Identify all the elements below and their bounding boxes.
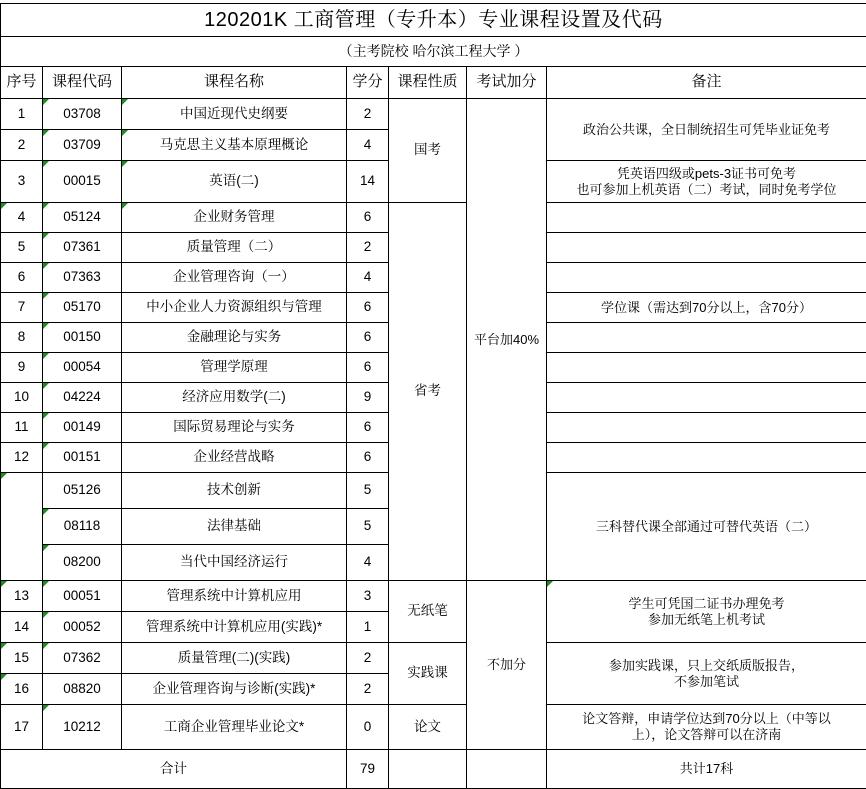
table-row xyxy=(1,643,866,674)
cell-code[interactable]: 00015 xyxy=(43,161,122,203)
cell-credit[interactable]: 4 xyxy=(347,545,389,581)
cell-name[interactable]: 管理系统中计算机应用(实践)* xyxy=(122,612,347,643)
total-nature-empty[interactable] xyxy=(389,750,467,789)
cell-nature-guokao[interactable]: 国考 xyxy=(389,99,467,203)
cell-credit[interactable]: 6 xyxy=(347,293,389,323)
cell-remark[interactable] xyxy=(547,353,866,383)
cell-credit[interactable]: 4 xyxy=(347,130,389,161)
cell-code[interactable]: 00051 xyxy=(43,581,122,612)
total-remark[interactable]: 共计17科 xyxy=(547,750,866,789)
cell-remark-degree[interactable]: 学位课（需达到70分以上，含70分） xyxy=(547,293,866,323)
total-row xyxy=(1,750,866,789)
cell-name[interactable]: 国际贸易理论与实务 xyxy=(122,413,347,443)
column-header-code: 课程代码 xyxy=(43,67,122,99)
cell-seq-empty[interactable] xyxy=(1,473,43,581)
remark-line-1: 凭英语四级或pets-3证书可免考 xyxy=(549,166,864,182)
remark-line-2: 不参加笔试 xyxy=(549,674,864,690)
page-subtitle: （主考院校 哈尔滨工程大学 ） xyxy=(1,37,866,67)
cell-nature-practice[interactable]: 实践课 xyxy=(389,643,467,705)
cell-code[interactable]: 07362 xyxy=(43,643,122,674)
cell-name[interactable]: 质量管理(二)(实践) xyxy=(122,643,347,674)
cell-seq[interactable]: 6 xyxy=(1,263,43,293)
cell-code[interactable]: 00052 xyxy=(43,612,122,643)
cell-code[interactable]: 07363 xyxy=(43,263,122,293)
cell-remark-substitute[interactable]: 三科替代课全部通过可替代英语（二） xyxy=(547,473,866,581)
column-header-seq: 序号 xyxy=(1,67,43,99)
cell-seq[interactable]: 12 xyxy=(1,443,43,473)
cell-seq[interactable]: 3 xyxy=(1,161,43,203)
cell-credit[interactable]: 6 xyxy=(347,203,389,233)
total-bonus-empty[interactable] xyxy=(467,750,547,789)
cell-remark[interactable] xyxy=(547,383,866,413)
cell-credit[interactable]: 4 xyxy=(347,263,389,293)
cell-seq[interactable]: 14 xyxy=(1,612,43,643)
cell-name[interactable]: 英语(二) xyxy=(122,161,347,203)
cell-credit[interactable]: 0 xyxy=(347,705,389,750)
cell-seq[interactable]: 8 xyxy=(1,323,43,353)
cell-name[interactable]: 企业财务管理 xyxy=(122,203,347,233)
column-header-name: 课程名称 xyxy=(122,67,347,99)
cell-code[interactable]: 05126 xyxy=(43,473,122,509)
cell-nature-paperless[interactable]: 无纸笔 xyxy=(389,581,467,643)
cell-remark[interactable] xyxy=(547,443,866,473)
cell-seq[interactable]: 13 xyxy=(1,581,43,612)
cell-credit[interactable]: 2 xyxy=(347,674,389,705)
cell-seq[interactable]: 7 xyxy=(1,293,43,323)
column-header-bonus: 考试加分 xyxy=(467,67,547,99)
cell-name[interactable]: 中国近现代史纲要 xyxy=(122,99,347,130)
cell-code[interactable]: 08118 xyxy=(43,509,122,545)
table-row xyxy=(1,705,866,750)
cell-name[interactable]: 中小企业人力资源组织与管理 xyxy=(122,293,347,323)
cell-nature-thesis[interactable]: 论文 xyxy=(389,705,467,750)
remark-line-2: 参加无纸笔上机考试 xyxy=(549,612,864,628)
cell-credit[interactable]: 5 xyxy=(347,473,389,509)
cell-name[interactable]: 金融理论与实务 xyxy=(122,323,347,353)
cell-remark-computer[interactable] xyxy=(547,581,866,643)
cell-name[interactable]: 法律基础 xyxy=(122,509,347,545)
remark-line-1: 参加实践课，只上交纸质版报告， xyxy=(549,658,864,674)
remark-line-2: 上），论文答辩可以在济南 xyxy=(549,727,864,743)
cell-name[interactable]: 企业经营战略 xyxy=(122,443,347,473)
cell-credit[interactable]: 2 xyxy=(347,99,389,130)
table-header-row xyxy=(1,67,866,99)
cell-credit[interactable]: 2 xyxy=(347,643,389,674)
cell-seq[interactable]: 9 xyxy=(1,353,43,383)
cell-code[interactable]: 04224 xyxy=(43,383,122,413)
cell-code[interactable]: 00150 xyxy=(43,323,122,353)
cell-credit[interactable]: 9 xyxy=(347,383,389,413)
cell-code[interactable]: 08200 xyxy=(43,545,122,581)
table-row xyxy=(1,581,866,612)
cell-remark-practice[interactable] xyxy=(547,643,866,705)
cell-remark-thesis[interactable] xyxy=(547,705,866,750)
cell-credit[interactable]: 6 xyxy=(347,443,389,473)
cell-code[interactable]: 00151 xyxy=(43,443,122,473)
cell-code[interactable]: 00149 xyxy=(43,413,122,443)
table-row xyxy=(1,203,866,233)
column-header-nature: 课程性质 xyxy=(389,67,467,99)
cell-credit[interactable]: 1 xyxy=(347,612,389,643)
cell-code[interactable]: 10212 xyxy=(43,705,122,750)
cell-seq[interactable]: 16 xyxy=(1,674,43,705)
cell-remark[interactable] xyxy=(547,323,866,353)
cell-seq[interactable]: 5 xyxy=(1,233,43,263)
cell-remark[interactable] xyxy=(547,263,866,293)
cell-name[interactable]: 当代中国经济运行 xyxy=(122,545,347,581)
cell-code[interactable]: 00054 xyxy=(43,353,122,383)
cell-bonus-platform[interactable]: 平台加40% xyxy=(467,99,547,581)
table-row xyxy=(1,99,866,130)
page-title: 120201K 工商管理（专升本）专业课程设置及代码 xyxy=(1,4,866,37)
cell-name[interactable]: 管理系统中计算机应用 xyxy=(122,581,347,612)
cell-credit[interactable]: 6 xyxy=(347,413,389,443)
remark-line-2: 也可参加上机英语（二）考试，同时免考学位 xyxy=(549,182,864,198)
cell-credit[interactable]: 6 xyxy=(347,323,389,353)
cell-seq[interactable]: 2 xyxy=(1,130,43,161)
cell-name[interactable]: 马克思主义基本原理概论 xyxy=(122,130,347,161)
cell-remark-english[interactable] xyxy=(547,161,866,203)
cell-seq[interactable]: 1 xyxy=(1,99,43,130)
cell-remark[interactable] xyxy=(547,203,866,233)
cell-code[interactable]: 08820 xyxy=(43,674,122,705)
cell-code[interactable]: 03708 xyxy=(43,99,122,130)
cell-bonus-none[interactable]: 不加分 xyxy=(467,581,547,750)
cell-code[interactable]: 07361 xyxy=(43,233,122,263)
remark-line-1: 论文答辩，申请学位达到70分以上（中等以 xyxy=(549,711,864,727)
cell-name[interactable]: 管理学原理 xyxy=(122,353,347,383)
cell-name[interactable]: 企业管理咨询（一） xyxy=(122,263,347,293)
cell-credit[interactable]: 5 xyxy=(347,509,389,545)
cell-code[interactable]: 03709 xyxy=(43,130,122,161)
title-row xyxy=(1,4,866,37)
cell-seq[interactable]: 15 xyxy=(1,643,43,674)
column-header-remark: 备注 xyxy=(547,67,866,99)
cell-remark-politics[interactable]: 政治公共课，全日制统招生可凭毕业证免考 xyxy=(547,99,866,161)
cell-seq[interactable]: 4 xyxy=(1,203,43,233)
cell-code[interactable]: 05170 xyxy=(43,293,122,323)
cell-credit[interactable]: 2 xyxy=(347,233,389,263)
cell-seq[interactable]: 11 xyxy=(1,413,43,443)
cell-name[interactable]: 技术创新 xyxy=(122,473,347,509)
cell-credit[interactable]: 14 xyxy=(347,161,389,203)
subtitle-row xyxy=(1,37,866,67)
total-label[interactable]: 合计 xyxy=(1,750,347,789)
cell-name[interactable]: 工商企业管理毕业论文* xyxy=(122,705,347,750)
cell-credit[interactable]: 6 xyxy=(347,353,389,383)
cell-name[interactable]: 质量管理（二） xyxy=(122,233,347,263)
remark-line-1: 学生可凭国二证书办理免考 xyxy=(549,596,864,612)
cell-remark[interactable] xyxy=(547,413,866,443)
cell-seq[interactable]: 17 xyxy=(1,705,43,750)
cell-seq[interactable]: 10 xyxy=(1,383,43,413)
course-table xyxy=(0,3,866,789)
cell-credit[interactable]: 3 xyxy=(347,581,389,612)
cell-remark[interactable] xyxy=(547,233,866,263)
cell-name[interactable]: 企业管理咨询与诊断(实践)* xyxy=(122,674,347,705)
cell-nature-shengkao[interactable]: 省考 xyxy=(389,203,467,581)
cell-code[interactable]: 05124 xyxy=(43,203,122,233)
column-header-credit: 学分 xyxy=(347,67,389,99)
total-credits[interactable]: 79 xyxy=(347,750,389,789)
cell-name[interactable]: 经济应用数学(二) xyxy=(122,383,347,413)
